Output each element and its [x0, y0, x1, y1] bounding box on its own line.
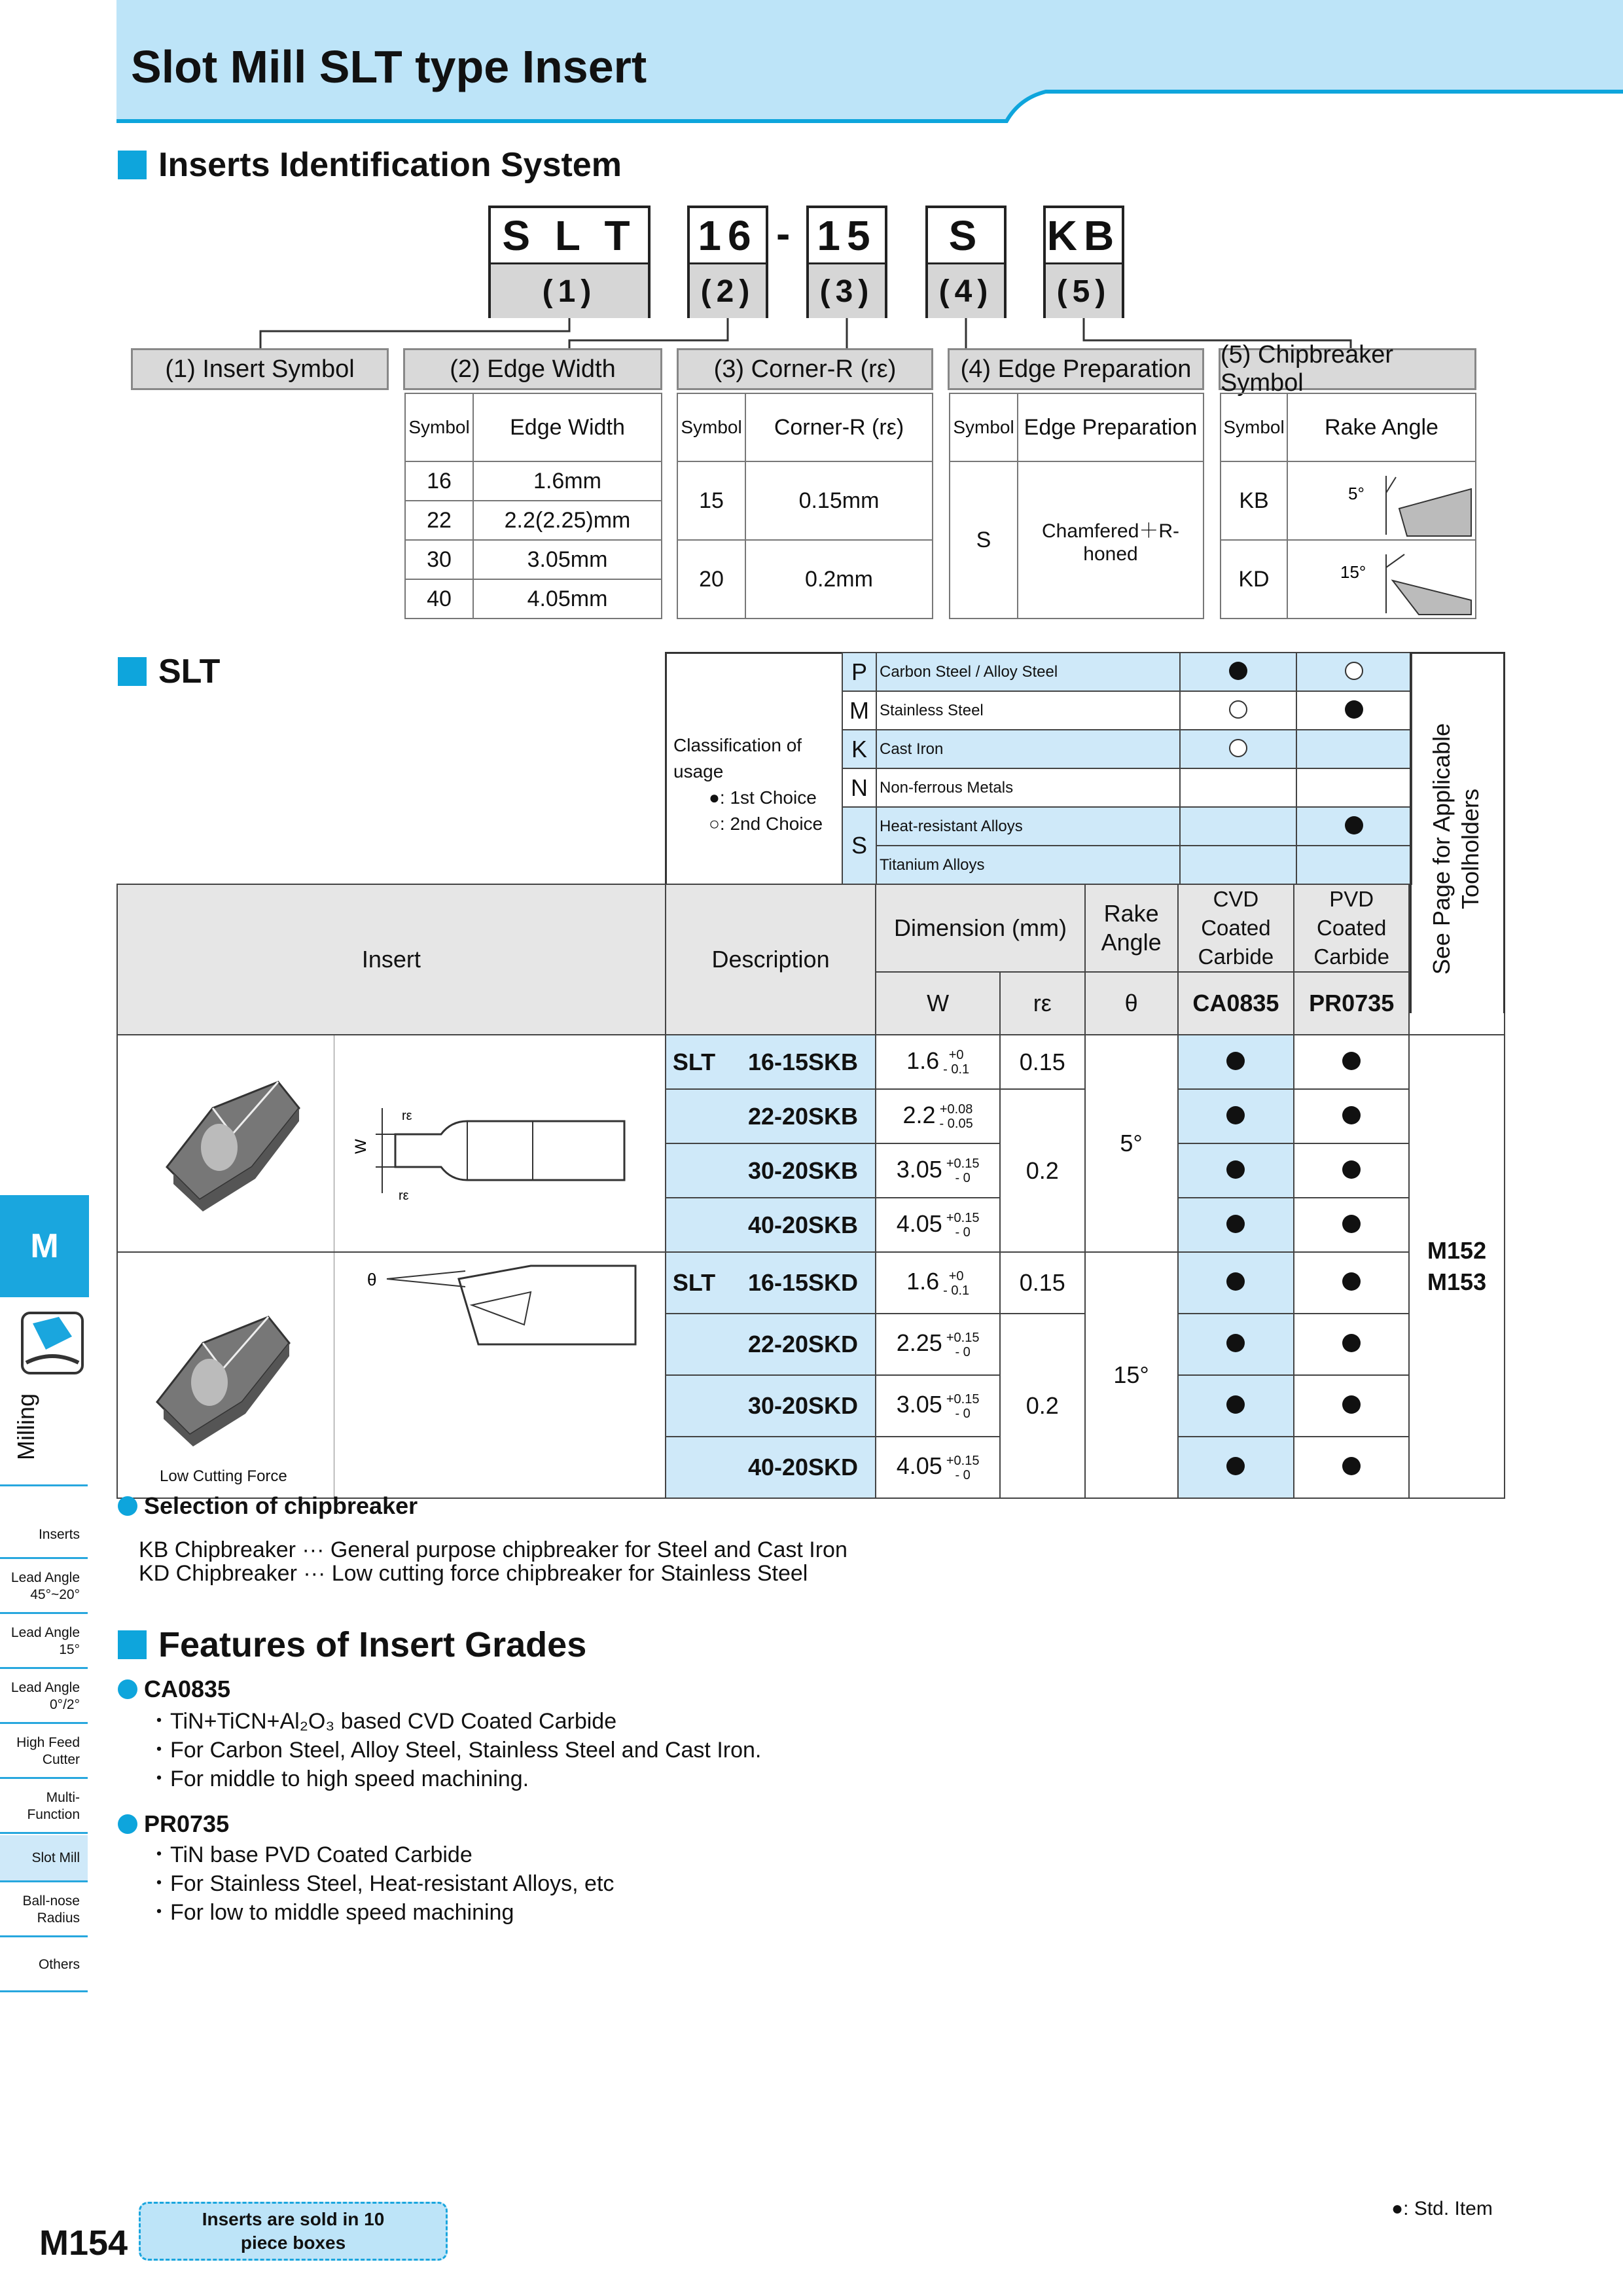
kb-insert-image-cell [117, 1035, 334, 1252]
sidebar-milling-label: Milling [12, 1393, 39, 1461]
kb-dimension-drawing [336, 1036, 664, 1246]
std-item-dot [1226, 1395, 1245, 1414]
id-header-edge-prep: (4) Edge Preparation [948, 348, 1204, 390]
sidebar-item-slot-mill[interactable]: Slot Mill [0, 1835, 88, 1882]
id-section-heading: Inserts Identification System [118, 145, 622, 185]
std-item-dot [1226, 1272, 1245, 1291]
kd-insert-image [118, 1278, 314, 1467]
pr0735-features: ・TiN base PVD Coated Carbide ・For Stainless Steel, Heat-resistant Alloys, etc ・For low to middle speed machining [148, 1842, 615, 1925]
id-header-chipbreaker: (5) Chipbreaker Symbol [1219, 348, 1476, 390]
edge-prep-table: Symbol Edge Preparation S Chamfered＋R-honed [949, 393, 1204, 619]
first-choice-dot [1345, 700, 1363, 719]
features-heading: Features of Insert Grades [118, 1624, 586, 1665]
see-page-label: See Page for Applicable Toolholders [1428, 723, 1484, 975]
corner-r-table: Symbol Corner-R (rε) 15 0.15mm 20 0.2mm [677, 393, 933, 619]
milling-icon [20, 1310, 85, 1376]
std-item-dot [1226, 1457, 1245, 1475]
chipbreaker-table: Symbol Rake Angle KB 5° KD 15° [1220, 393, 1476, 619]
rake-angle-5-diagram [1288, 463, 1475, 539]
rake-angle-15-diagram [1288, 541, 1475, 617]
std-item-dot [1226, 1215, 1245, 1233]
id-header-edge-width: (2) Edge Width [403, 348, 662, 390]
first-choice-dot [1345, 816, 1363, 834]
sidebar-item-others[interactable]: Others [0, 1939, 88, 1992]
second-choice-dot [1229, 739, 1247, 757]
code-dash: - [776, 210, 791, 257]
sidebar-m-tab[interactable]: M [0, 1195, 89, 1297]
square-bullet-icon [118, 1630, 147, 1659]
sidebar-item-lead-angle-45[interactable]: Lead Angle 45°~20° [0, 1560, 88, 1614]
sidebar-top-rule [0, 1484, 88, 1486]
std-item-dot [1226, 1160, 1245, 1179]
kb-insert-image [128, 1036, 324, 1246]
ca0835-features: ・TiN+TiCN+Al₂O₃ based CVD Coated Carbide ・For Carbon Steel, Alloy Steel, Stainless Steel and Cast Iron. ・For middle to high speed machining. [148, 1709, 762, 1791]
second-choice-dot [1345, 662, 1363, 680]
id-header-insert-symbol: (1) Insert Symbol [131, 348, 389, 390]
code-box-4: S (4) [925, 206, 1007, 318]
code-box-1: S L T (1) [488, 206, 651, 318]
svg-text:θ: θ [367, 1270, 377, 1289]
square-bullet-icon [118, 657, 147, 686]
svg-text:5°: 5° [1348, 484, 1364, 503]
chip-selection-text: KB Chipbreaker ··· General purpose chipbreaker for Steel and Cast Iron KD Chipbreaker ··· Low cutting force chipbreaker for Stainless Steel [139, 1537, 847, 1586]
std-item-dot [1342, 1106, 1361, 1124]
code-box-2: 16 (2) [687, 206, 768, 318]
circle-bullet-icon [118, 1679, 137, 1699]
svg-text:15°: 15° [1340, 562, 1366, 582]
page-title: Slot Mill SLT type Insert [131, 41, 647, 92]
sidebar-item-lead-angle-15[interactable]: Lead Angle 15° [0, 1615, 88, 1669]
id-header-corner-r: (3) Corner-R (rε) [677, 348, 933, 390]
slt-heading: SLT [118, 652, 220, 691]
classification-legend: Classification of usage ●: 1st Choice ○: 2nd Choice [665, 652, 842, 884]
svg-text:rε: rε [401, 1108, 412, 1123]
sidebar-item-multi-function[interactable]: Multi- Function [0, 1780, 88, 1834]
circle-bullet-icon [118, 1814, 137, 1834]
std-item-dot [1342, 1272, 1361, 1291]
edge-width-table: Symbol Edge Width 16 1.6mm 22 2.2(2.25)mm 30 3.05mm 40 4.05mm [404, 393, 662, 619]
kd-rake-drawing [334, 1253, 662, 1384]
circle-bullet-icon [118, 1496, 137, 1516]
sidebar-item-inserts[interactable]: Inserts [0, 1512, 88, 1559]
first-choice-dot [1229, 662, 1247, 680]
material-table: P Carbon Steel / Alloy Steel M Stainless Steel K Cast Iron N Non-ferrous Metals S Heat-resistant Alloys Titanium Alloys [842, 652, 1412, 885]
low-cutting-force-label: Low Cutting Force [160, 1467, 287, 1485]
std-item-dot [1342, 1215, 1361, 1233]
std-item-dot [1226, 1106, 1245, 1124]
page-reference-cell: M152 M153 [1409, 1035, 1505, 1498]
kd-insert-image-cell [117, 1252, 334, 1498]
std-item-dot [1342, 1052, 1361, 1070]
svg-text:rε: rε [398, 1188, 409, 1203]
std-item-dot [1342, 1160, 1361, 1179]
square-bullet-icon [118, 151, 147, 179]
pr0735-heading: PR0735 [118, 1810, 229, 1838]
sidebar-item-high-feed[interactable]: High Feed Cutter [0, 1725, 88, 1779]
std-item-dot [1226, 1052, 1245, 1070]
slt-insert-table: Insert Description Dimension (mm) Rake Angle CVD Coated Carbide PVD Coated Carbide W rε θ CA0835 PR0735 W rε rε SLT 16-15SKB 1.6 +0 - 0.1 0.15 5° M152 M153 22-20SKB 2.2 +0.08 - 0.05 0.2 30-20SKB 3.05 +0.15 - 0 40-20SKB 4.05 +0.15 - 0 Low Cutting Force θ SLT 16-15SKD 1.6 +0 - 0.1 0.15 15° 22-20SKD 2.25 +0.15 - 0 0.2 30-20SKD 3.05 +0.15 - 0 40-20SKD 4.05 +0.15 - 0 [116, 884, 1505, 1499]
sidebar-item-lead-angle-0[interactable]: Lead Angle 0°/2° [0, 1670, 88, 1724]
piece-box-note: Inserts are sold in 10 piece boxes [139, 2202, 448, 2261]
std-item-dot [1342, 1395, 1361, 1414]
code-box-3: 15 (3) [806, 206, 887, 318]
page-number: M154 [39, 2223, 128, 2263]
second-choice-dot [1229, 700, 1247, 719]
std-item-legend: ●: Std. Item [1391, 2198, 1493, 2219]
std-item-dot [1226, 1334, 1245, 1352]
std-item-dot [1342, 1457, 1361, 1475]
sidebar-item-ball-nose[interactable]: Ball-nose Radius [0, 1884, 88, 1937]
ca0835-heading: CA0835 [118, 1676, 230, 1703]
svg-text:W: W [351, 1138, 370, 1154]
code-box-5: KB (5) [1043, 206, 1124, 318]
chip-selection-heading: Selection of chipbreaker [118, 1492, 418, 1520]
kb-drawing-cell [334, 1035, 666, 1252]
kd-drawing-cell [334, 1252, 666, 1498]
std-item-dot [1342, 1334, 1361, 1352]
